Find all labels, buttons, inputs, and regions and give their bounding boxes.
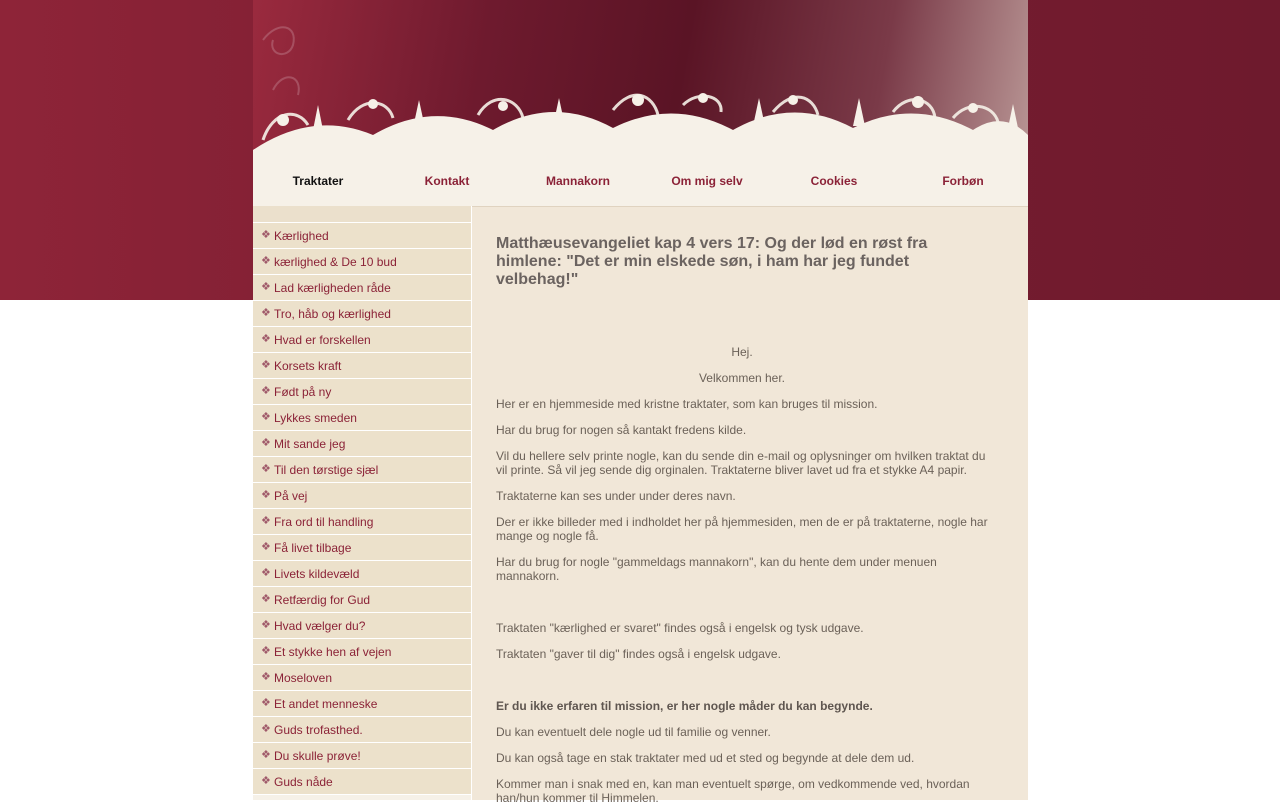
ornament-bullet-icon: ❖ — [261, 281, 271, 293]
mannakorn-paragraph: Har du brug for nogle "gammeldags mannakorn", kan du hente dem under menuen mannakorn. — [496, 555, 937, 583]
main-content — [496, 206, 988, 805]
sidebar-item-label: Få livet tilbage — [274, 541, 352, 555]
header-banner — [253, 0, 1028, 162]
sidebar-item[interactable] — [253, 249, 471, 275]
images-paragraph: Der er ikke billeder med i indholdet her på hjemmesiden, men de er på traktaterne, nogle har mange og nogle få. — [496, 515, 988, 543]
sidebar-item[interactable] — [253, 665, 471, 691]
sidebar-item-label: Tro, håb og kærlighed — [274, 307, 391, 321]
ornament-bullet-icon: ❖ — [261, 541, 271, 553]
sidebar-item[interactable] — [253, 587, 471, 613]
nav-tab-cookies[interactable]: Cookies — [810, 174, 858, 188]
greeting-text: Hej. — [731, 345, 753, 359]
ornament-bullet-icon: ❖ — [261, 255, 271, 267]
ornament-bullet-icon: ❖ — [261, 619, 271, 631]
ornament-bullet-icon: ❖ — [261, 697, 271, 709]
names-paragraph: Traktaterne kan ses under under deres navn. — [496, 489, 736, 503]
mission-heading: Er du ikke erfaren til mission, er her nogle måder du kan begynde. — [496, 699, 873, 713]
main-navigation — [253, 162, 1028, 207]
sidebar-item[interactable] — [253, 639, 471, 665]
nav-tab-om-mig-selv[interactable]: Om mig selv — [671, 174, 743, 188]
sidebar-item-label: Til den tørstige sjæl — [274, 463, 379, 477]
stack-paragraph: Du kan også tage en stak traktater med ud et sted og begynde at dele dem ud. — [496, 751, 915, 765]
sidebar-item[interactable] — [253, 535, 471, 561]
ornament-bullet-icon: ❖ — [261, 723, 271, 735]
sidebar-item[interactable] — [253, 717, 471, 743]
sidebar-item[interactable] — [253, 275, 471, 301]
sidebar-item[interactable] — [253, 483, 471, 509]
ornament-bullet-icon: ❖ — [261, 567, 271, 579]
sidebar-item-label: Kærlighed — [274, 229, 329, 243]
sidebar-item[interactable] — [253, 613, 471, 639]
ornament-bullet-icon: ❖ — [261, 489, 271, 501]
sidebar-item-label: Et stykke hen af vejen — [274, 645, 392, 659]
sidebar-item[interactable] — [253, 327, 471, 353]
sidebar-menu — [253, 206, 471, 800]
site-container — [253, 0, 1028, 805]
sidebar-item-label: Korsets kraft — [274, 359, 342, 373]
ornament-bullet-icon: ❖ — [261, 411, 271, 423]
ornament-bullet-icon: ❖ — [261, 515, 271, 527]
sidebar-item[interactable] — [253, 379, 471, 405]
sidebar-item[interactable] — [253, 509, 471, 535]
sidebar-item-label: Lad kærligheden råde — [274, 281, 391, 295]
sidebar-item-label: Moseloven — [274, 671, 333, 685]
nav-tab-mannakorn[interactable]: Mannakorn — [545, 174, 610, 188]
sidebar-item-label: kærlighed & De 10 bud — [274, 255, 397, 269]
sidebar-item-label: Hvad er forskellen — [274, 333, 371, 347]
family-paragraph: Du kan eventuelt dele nogle ud til familie og venner. — [496, 725, 771, 739]
sidebar-header-strip — [253, 206, 471, 223]
sidebar-item-label: Et andet menneske — [274, 697, 378, 711]
sidebar-item-label: På vej — [274, 489, 308, 503]
floral-ornament-graphic — [253, 0, 1028, 162]
sidebar-item[interactable] — [253, 353, 471, 379]
ornament-bullet-icon: ❖ — [261, 749, 271, 761]
intro-paragraph: Her er en hjemmeside med kristne traktater, som kan bruges til mission. — [496, 397, 878, 411]
sidebar-item-label: Hvad vælger du? — [274, 619, 366, 633]
english-paragraph: Traktaten "gaver til dig" findes også i engelsk udgave. — [496, 647, 781, 661]
sidebar-item[interactable] — [253, 431, 471, 457]
sidebar-item-label: Fra ord til handling — [274, 515, 374, 529]
column-divider — [471, 206, 472, 800]
sidebar-item[interactable] — [253, 223, 471, 249]
ornament-bullet-icon: ❖ — [261, 463, 271, 475]
sidebar-item[interactable] — [253, 691, 471, 717]
nav-tab-forbon[interactable]: Forbøn — [942, 174, 984, 188]
ornament-bullet-icon: ❖ — [261, 437, 271, 449]
sidebar-item[interactable] — [253, 769, 471, 795]
sidebar-item-label: Du skulle prøve! — [274, 749, 361, 763]
sidebar-item-label: Livets kildevæld — [274, 567, 360, 581]
english-german-paragraph: Traktaten "kærlighed er svaret" findes også i engelsk og tysk udgave. — [496, 621, 864, 635]
nav-tab-traktater[interactable]: Traktater — [292, 174, 344, 188]
ornament-bullet-icon: ❖ — [261, 307, 271, 319]
page-heading: Matthæusevangeliet kap 4 vers 17: Og der lød en røst fra himlene: "Det er min elskede søn, i ham har jeg fundet velbehag!" — [496, 235, 928, 288]
ornament-bullet-icon: ❖ — [261, 775, 271, 787]
sidebar-item[interactable] — [253, 743, 471, 769]
sidebar-item[interactable] — [253, 405, 471, 431]
nav-tab-kontakt[interactable]: Kontakt — [424, 174, 470, 188]
ornament-bullet-icon: ❖ — [261, 229, 271, 241]
conversation-paragraph: Kommer man i snak med en, kan man eventuelt spørge, om vedkommende ved, hvordan han/hun kommer til Himmelen. — [496, 777, 970, 805]
sidebar-list — [253, 223, 471, 795]
print-paragraph: Vil du hellere selv printe nogle, kan du sende din e-mail og oplysninger om hvilken traktat du vil printe. Så vil jeg sende dig orginalen. Traktaterne bliver lavet ud fra et stykke A4 papir. — [496, 449, 986, 477]
sidebar-item-label: Guds nåde — [274, 775, 333, 789]
sidebar-item-label: Retfærdig for Gud — [274, 593, 371, 607]
contact-paragraph: Har du brug for nogen så kantakt fredens kilde. — [496, 423, 747, 437]
sidebar-item-label: Født på ny — [274, 385, 332, 399]
sidebar-item[interactable] — [253, 457, 471, 483]
ornament-bullet-icon: ❖ — [261, 645, 271, 657]
ornament-bullet-icon: ❖ — [261, 385, 271, 397]
sidebar-item[interactable] — [253, 301, 471, 327]
ornament-bullet-icon: ❖ — [261, 593, 271, 605]
ornament-bullet-icon: ❖ — [261, 671, 271, 683]
ornament-bullet-icon: ❖ — [261, 333, 271, 345]
sidebar-item[interactable] — [253, 561, 471, 587]
welcome-text: Velkommen her. — [698, 371, 786, 385]
sidebar-item-label: Mit sande jeg — [274, 437, 346, 451]
sidebar-item-label: Lykkes smeden — [274, 411, 357, 425]
sidebar-item-label: Guds trofasthed. — [274, 723, 363, 737]
ornament-bullet-icon: ❖ — [261, 359, 271, 371]
